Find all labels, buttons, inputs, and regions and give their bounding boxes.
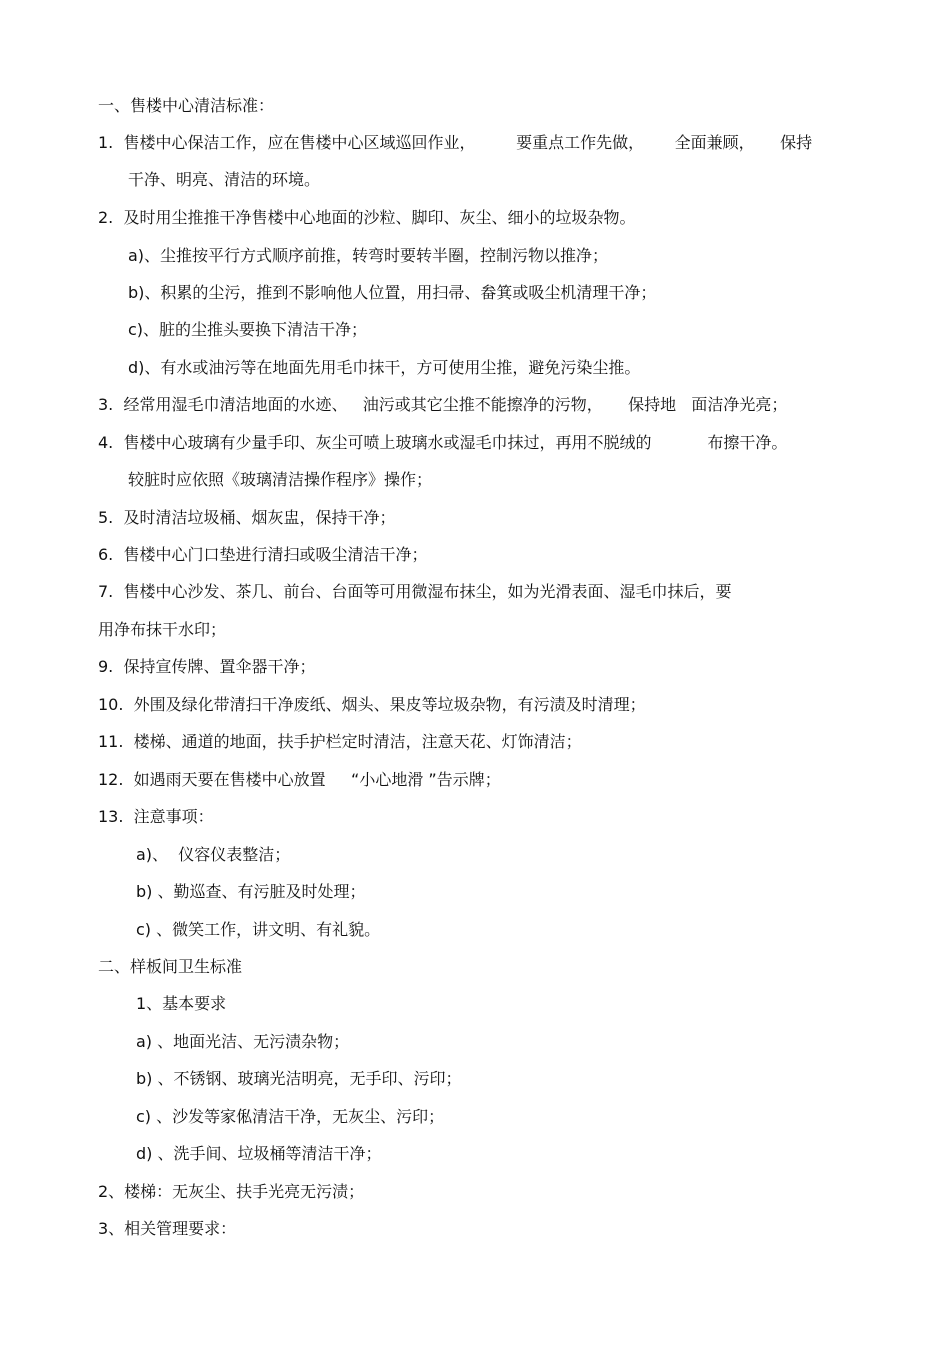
list-item: 3. 经常用湿毛巾清洁地面的水迹、 油污或其它尘推不能擦净的污物， 保持地 面洁净光亮； (98, 395, 788, 414)
sub-list-item: c) 、微笑工作，讲文明、有礼貌。 (136, 920, 381, 939)
list-item: 10. 外围及绿化带清扫干净废纸、烟头、果皮等垃圾杂物，有污渍及时清理； (98, 695, 646, 714)
section-heading: 二、样板间卫生标准 (98, 957, 243, 976)
sub-list-item: d) 、洗手间、垃圾桶等清洁干净； (136, 1144, 382, 1163)
sub-list-item: a)、尘推按平行方式顺序前推，转弯时要转半圈，控制污物以推净； (128, 246, 609, 265)
list-item: 13. 注意事项： (98, 807, 214, 826)
section-heading: 一、售楼中心清洁标准： (98, 96, 275, 115)
list-item-continuation: 用净布抹干水印； (98, 620, 227, 639)
sub-list-item: c) 、沙发等家俬清洁干净，无灰尘、污印； (136, 1107, 445, 1126)
list-item: 1、基本要求 (136, 994, 227, 1013)
sub-list-item: b) 、不锈钢、玻璃光洁明亮，无手印、污印； (136, 1069, 462, 1088)
sub-list-item: d)、有水或油污等在地面先用毛巾抹干，方可使用尘推，避免污染尘推。 (128, 358, 641, 377)
list-item: 2. 及时用尘推推干净售楼中心地面的沙粒、脚印、灰尘、细小的垃圾杂物。 (98, 208, 636, 227)
list-item: 4. 售楼中心玻璃有少量手印、灰尘可喷上玻璃水或湿毛巾抹过，再用不脱绒的 布擦干净。 (98, 433, 788, 452)
list-item-continuation: 干净、明亮、清洁的环境。 (128, 170, 321, 189)
list-item: 6. 售楼中心门口垫进行清扫或吸尘清洁干净； (98, 545, 428, 564)
list-item: 11. 楼梯、通道的地面，扶手护栏定时清洁，注意天花、灯饰清洁； (98, 732, 582, 751)
sub-list-item: c)、脏的尘推头要换下清洁干净； (128, 320, 368, 339)
list-item: 1. 售楼中心保洁工作，应在售楼中心区域巡回作业， 要重点工作先做， 全面兼顾， 保持 (98, 133, 813, 152)
list-item: 2、楼梯：无灰尘、扶手光亮无污渍； (98, 1182, 365, 1201)
list-item: 9. 保持宣传牌、置伞器干净； (98, 657, 316, 676)
sub-list-item: b)、积累的尘污，推到不影响他人位置，用扫帚、畚箕或吸尘机清理干净； (128, 283, 657, 302)
list-item: 12. 如遇雨天要在售楼中心放置 “小心地滑 ”告示牌； (98, 770, 501, 789)
sub-list-item: a)、 仪容仪表整洁； (136, 845, 291, 864)
sub-list-item: a) 、地面光洁、无污渍杂物； (136, 1032, 350, 1051)
list-item: 7. 售楼中心沙发、茶几、前台、台面等可用微湿布抹尘，如为光滑表面、湿毛巾抹后，要 (98, 582, 732, 601)
list-item: 3、相关管理要求： (98, 1219, 237, 1238)
list-item: 5. 及时清洁垃圾桶、烟灰盅，保持干净； (98, 508, 396, 527)
list-item-continuation: 较脏时应依照《玻璃清洁操作程序》操作； (128, 470, 433, 489)
sub-list-item: b) 、勤巡查、有污脏及时处理； (136, 882, 366, 901)
